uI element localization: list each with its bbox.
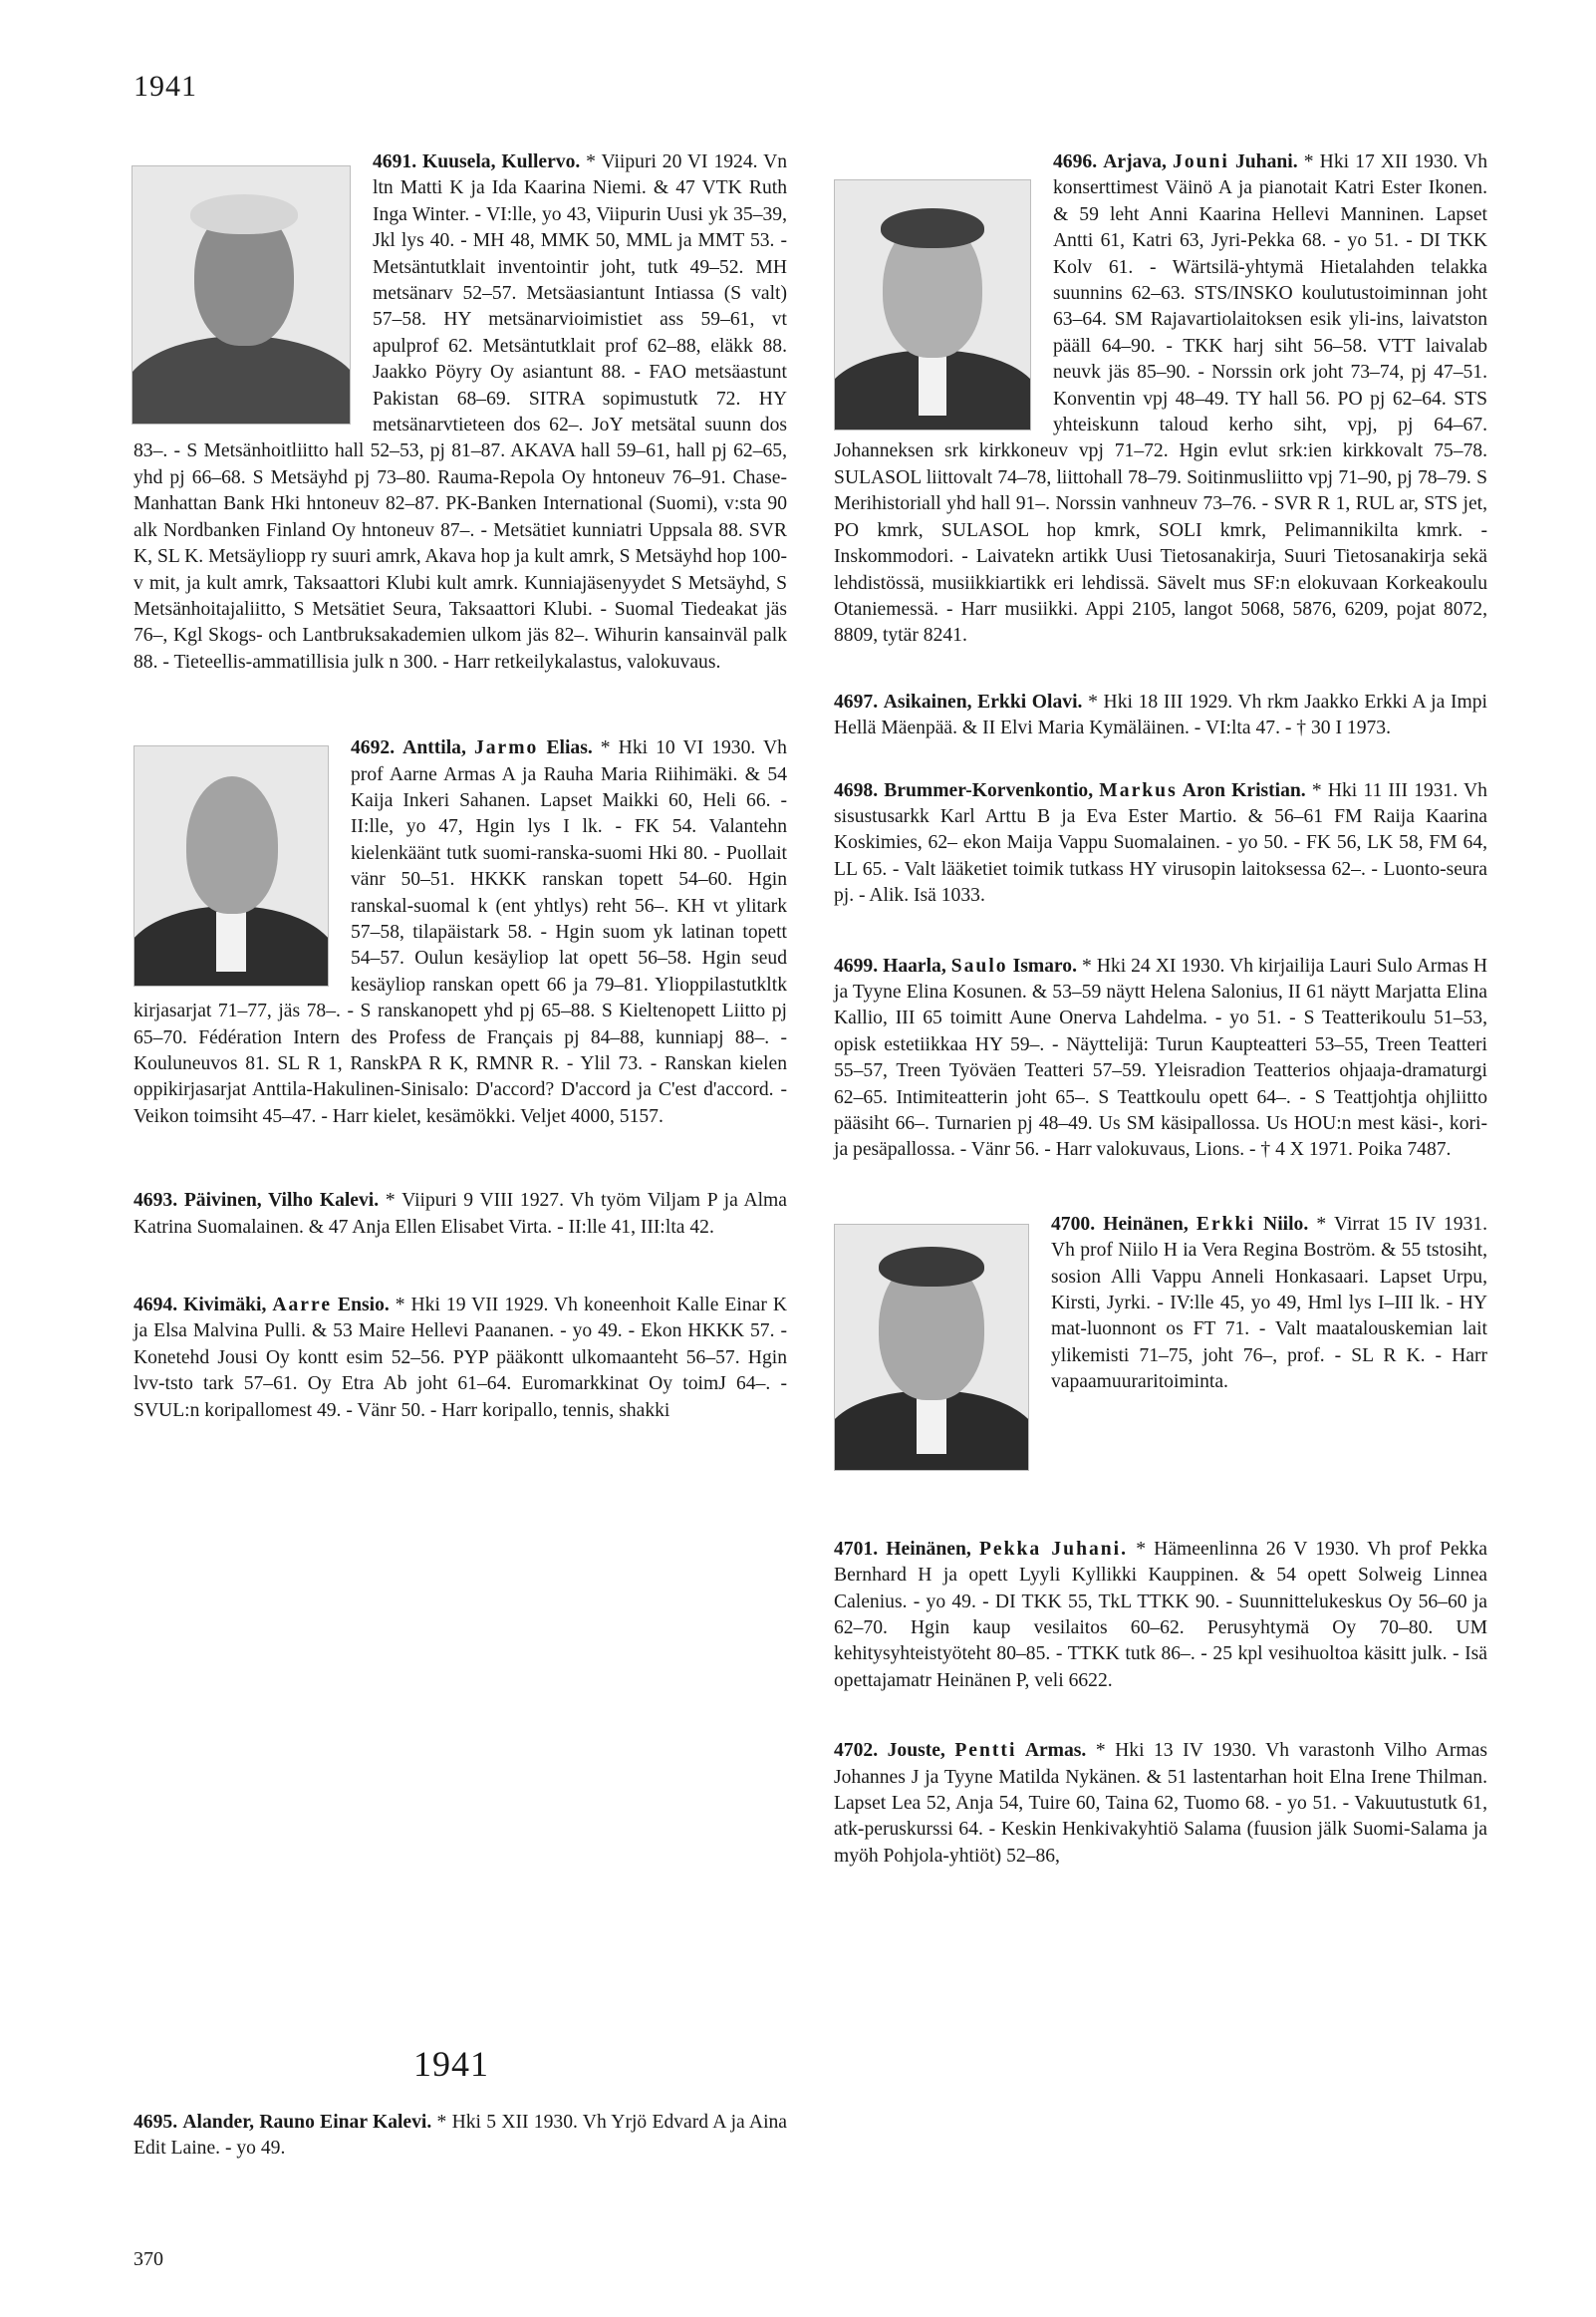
entry-number: 4702. [834, 1740, 879, 1762]
entry-number: 4692. [351, 737, 396, 759]
portrait-photo [834, 1224, 1029, 1471]
entry-4693 [133, 1188, 787, 1241]
entry-number: 4693. [133, 1190, 178, 1212]
entry-4702 [834, 1738, 1487, 1870]
entry-number: 4694. [133, 1295, 178, 1316]
entry-name: Arjava, Jouni Juhani. [1103, 151, 1298, 172]
running-head-year: 1941 [133, 70, 197, 103]
portrait-photo [132, 165, 351, 425]
entry-4701 [834, 1537, 1487, 1694]
entry-text: * Hki 24 XI 1930. Vh kirjailija Lauri Sulo Armas H ja Tyyne Elina Kosunen. & 53–59 näytt Helena Salonius, II 61 näytt Marjatta Elina Kallio, III 65 toimitt Aune Onerva Lahdelma. - yo 51. - S Teatterikoulu 51–53, opisk estetiikkaa HY 59–. - Näyttelijä: Turun Kaupteatteri 53–55, Treen Teatteri 55–57, Treen Työväen Teatteri 57–59. Yleisradion Teatterios ohjaaja-dramaturgi 62–65. Intimiteatterin joht 65–. S Teattkoulu opett 64–. - S Teattjohtja ohjliitto pääsiht 66–. Turnarien pj 48–49. Us SM käsipallossa. Us HOU:n mest käsi-, kori- ja pesäpallossa. - Vänr 56. - Harr valokuvaus, Lions. - † 4 X 1971. Poika 7487. [834, 955, 1487, 1161]
entry-number: 4695. [133, 2112, 178, 2133]
entry-name: Jouste, Pentti Armas. [887, 1740, 1087, 1762]
entry-text: * Hki 18 III 1929. Vh rkm Jaakko Erkki A ja Impi Hellä Mäenpää. & II Elvi Maria Kymäläinen. - VI:lta 47. - † 30 I 1973. [834, 691, 1487, 739]
page-number: 370 [133, 2248, 163, 2270]
entry-text: * Hki 19 VII 1929. Vh koneenhoit Kalle Einar K ja Elsa Malvina Pulli. & 53 Maire Hellevi Paananen. - yo 49. - Ekon HKKK 57. - Konetehd Jousi Oy kontt esim 52–56. PYP pääkontt ulkomaanteht 56–57. Hgin lvv-tsto tark 57–61. Oy Etra Ab joht 61–64. Euromarkkinat Oy toimJ 64–. - SVUL:n koripallomest 49. - Vänr 50. - Harr koripallo, tennis, shakki [133, 1295, 787, 1421]
entry-number: 4698. [834, 779, 879, 801]
entry-4691 [133, 149, 787, 676]
entry-number: 4697. [834, 691, 879, 713]
entry-4697 [834, 690, 1487, 742]
entry-name: Asikainen, Erkki Olavi. [883, 691, 1083, 713]
entry-number: 4700. [1051, 1213, 1096, 1235]
entry-name: Päivinen, Vilho Kalevi. [183, 1190, 380, 1212]
entry-text: * Hki 11 III 1931. Vh sisustusarkk Karl Arttu B ja Eva Ester Martio. & 56–61 FM Raija Kaarina Koskimies, 62– ekon Maija Vappu Suomalainen. - yo 50. - FK 56, LK 58, FM 64, LL 65. - Valt lääketiet toimik tutkass HY virusopin laitoksessa 62–. - Luonto-seura pj. - Alik. Isä 1033. [834, 779, 1487, 907]
entry-text: * Viipuri 9 VIII 1927. Vh työm Viljam P ja Alma Katrina Suomalainen. & 47 Anja Ellen Elisabet Virta. - II:lle 41, III:lta 42. [133, 1190, 787, 1238]
entry-text: * Hki 5 XII 1930. Vh Yrjö Edvard A ja Aina Edit Laine. - yo 49. [133, 2112, 788, 2160]
entry-4698 [834, 778, 1487, 910]
portrait-photo [834, 179, 1031, 431]
entry-name: Anttila, Jarmo Elias. [402, 737, 593, 759]
entry-name: Kivimäki, Aarre Ensio. [183, 1295, 390, 1316]
entry-name: Heinänen, Pekka Juhani. [886, 1538, 1129, 1560]
left-column [133, 149, 787, 1424]
entry-text: * Hki 17 XII 1930. Vh konserttimest Väinö A ja pianotait Katri Ester Ikonen. & 59 leht Anni Kaarina Hellevi Manninen. Lapset Antti 61, Katri 63, Jyri-Pekka 68. - yo 51. - DI TKK Kolv 61. - Wärtsilä-yhtymä Hietalahden telakka suunnins 62–63. STS/INSKO koulutustoiminnan joht 63–64. SM Rajavartiolaitoksen esik yli-ins, laivatston pääll 64–90. - TKK harj siht 56–58. VTT laivalab neuvk jäs 85–90. - Norssin ork joht 73–74, pj 47–51. Konventin vpj 48–49. TY hall 56. PO pj 62–64. STS yhteiskunn taloud kerho siht, vpj, pj 64–67. Johanneksen srk kirkkoneuv vpj 71–72. Hgin evlut srk:ien kirkkovalt 75–78. SULASOL liittovalt 74–78, liittohall 78–79. Soitinmusliitto vpj 71–90, pj 78–79. S Merihistoriall yhd hall 91–. Norssin vanhneuv 73–76. - SVR R 1, RUL ar, STS jet, PO kmrk, SULASOL hop kmrk, SOLI kmrk, Pelimannikilta kmrk. - Inskommodori. - Laivatekn artikk Uusi Tietosanakirja, Suuri Tietosanakirja sekä lehdistössä, musiikkiartikk eri lehdissä. Sävelt mus SF:n elokuvaan Korkeakoulu Otaniemessä. - Harr musiikki. Appi 2105, langot 5068, 5876, 6209, pojat 8072, 8809, tytär 8241. [834, 151, 1487, 647]
entry-text: * Virrat 15 IV 1931. Vh prof Niilo H ia Vera Regina Boström. & 55 tstosiht, sosion Alli Vappu Anneli Honkasaari. Lapset Urpu, Kirsti, Jyrki. - IV:lle 45, yo 49, Hml lys I–III lk. - HY mat-luonnont os FT 71. - Valt maatalouskemian lait ylikemisti 71–75, joht 76–, prof. - SL R K. - Harr vapaamuuraritoiminta. [1051, 1213, 1487, 1393]
entry-number: 4696. [1053, 151, 1098, 172]
entry-4695 [133, 2110, 787, 2163]
entry-name: Kuusela, Kullervo. [421, 151, 581, 172]
entry-text: * Hki 10 VI 1930. Vh prof Aarne Armas A ja Rauha Maria Riihimäki. & 54 Kaija Inkeri Sahanen. Lapset Maikki 60, Heli 66. - II:lle, yo 47, Hgin lys I lk. - FK 54. Valantehn kielenkäänt tutk suomi-ranska-suomi Hki 80. - Puollait vänr 50–51. HKKK ranskan topett 54–60. Hgin ranskal-suomal k (ent yhtlys) reht 56–. KH vt ylitark 57–58, tilapäistark 58. - Hgin suom yk latinan topett 54–57. Oulun kesäyliop lat opett 56–58. Hgin seud kesäyliop ranskan opett 66 ja 79–81. Ylioppilastutkltk kirjasarjat 71–77, jäs 78–. - S ranskanopett yhd pj 65–88. S Kieltenopett Liitto pj 65–70. Fédération Intern des Profess de Français pj 84–88, kunniapj 88–. - Kouluneuvos 81. SL R 1, RanskPA R K, RMNR R. - Ylil 73. - Ranskan kielen oppikirjasarjat Anttila-Hakulinen-Sinisalo: D'accord? D'accord ja C'est d'accord. - Veikon toimsiht 45–47. - Harr kielet, kesämökki. Veljet 4000, 5157. [133, 737, 787, 1127]
portrait-photo [133, 745, 329, 987]
entry-name: Alander, Rauno Einar Kalevi. [182, 2112, 432, 2133]
section-year: 1941 [413, 2044, 489, 2084]
entry-name: Heinänen, Erkki Niilo. [1103, 1213, 1309, 1235]
entry-name: Haarla, Saulo Ismaro. [883, 955, 1077, 977]
entry-4699 [834, 954, 1487, 1164]
entry-4692 [133, 735, 787, 1130]
entry-number: 4691. [373, 151, 417, 172]
entry-number: 4699. [834, 955, 879, 977]
right-column [834, 149, 1487, 1870]
entry-4700 [834, 1212, 1487, 1477]
entry-number: 4701. [834, 1538, 879, 1560]
entry-name: Brummer-Korvenkontio, Markus Aron Kristian. [884, 779, 1306, 801]
entry-text: * Viipuri 20 VI 1924. Vn ltn Matti K ja Ida Kaarina Niemi. & 47 VTK Ruth Inga Winter. - VI:lle, yo 43, Viipurin Uusi yk 35–39, Jkl lys 40. - MH 48, MMK 50, MML ja MMT 53. - Metsäntutklait inventointir joht, tutk 49–52. MH metsänarv 52–57. Metsäasiantunt Intiassa (S valt) 57–58. HY metsänarvioimistiet ass 59–61, vt apulprof 62. Metsäntutklait prof 62–88, eläkk 88. Jaakko Pöyry Oy asiantunt 88. - FAO metsäastunt Pakistan 68–69. SITRA sopimustutk 72. HY metsänarvtieteen dos 62–. JoY metsätal suunn dos 83–. - S Metsänhoitliitto hall 52–53, pj 81–87. AKAVA hall 59–61, hall pj 62–65, yhd pj 66–68. S Metsäyhd pj 73–80. Rauma-Repola Oy hntoneuv 76–91. Chase-Manhattan Bank Hki hntoneuv 82–87. PK-Banken International (Suomi), v:sta 90 alk Nordbanken Finland Oy hntoneuv 87–. - Metsätiet kunniatri Uppsala 88. SVR K, SL K. Metsäyliopp ry suuri amrk, Akava hop ja kult amrk, S Metsäyhd hop 100-v mit, ja kult amrk, Taksaattori Klubi kult amrk. Kunniajäsenyydet S Metsäyhd, S Metsänhoitajaliitto, S Metsätiet Seura, Taksaattori Klubi. - Suomal Tiedeakat jäs 76–, Kgl Skogs- och Lantbruksakademien ulkom jäs 82–. Wihurin kansainväl palk 88. - Tieteellis-ammatillisia julk n 300. - Harr retkeilykalastus, valokuvaus. [133, 151, 788, 673]
entry-4694 [133, 1293, 787, 1424]
entry-text: * Hämeenlinna 26 V 1930. Vh prof Pekka Bernhard H ja opett Lyyli Kyllikki Kauppinen. & 54 opett Solweig Linnea Calenius. - yo 49. - DI TKK 55, TkL TTKK 90. - Suunnittelukeskus Oy 56–60 ja 62–70. Hgin kaup vesilaitos 60–62. Perusyhtymä Oy 70–80. UM kehitysyhteistyöteht 80–85. - TTKK tutk 86–. - 25 kpl vesihuoltoa käsitt julk. - Isä opettajamatr Heinänen P, veli 6622. [834, 1538, 1487, 1691]
entry-4696 [834, 149, 1487, 650]
entry-text: * Hki 13 IV 1930. Vh varastonh Vilho Armas Johannes J ja Tyyne Matilda Nykänen. & 51 lastentarhan hoit Elna Irene Thilman. Lapset Lea 52, Anja 54, Tuire 60, Taina 62, Tuomo 68. - yo 51. - Vakuutustutk 61, atk-peruskurssi 64. - Keskin Henkivakyhtiö Salama (fuusion jälk Suomi-Salama ja myöh Pohjola-yhtiöt) 52–86, [834, 1740, 1487, 1867]
